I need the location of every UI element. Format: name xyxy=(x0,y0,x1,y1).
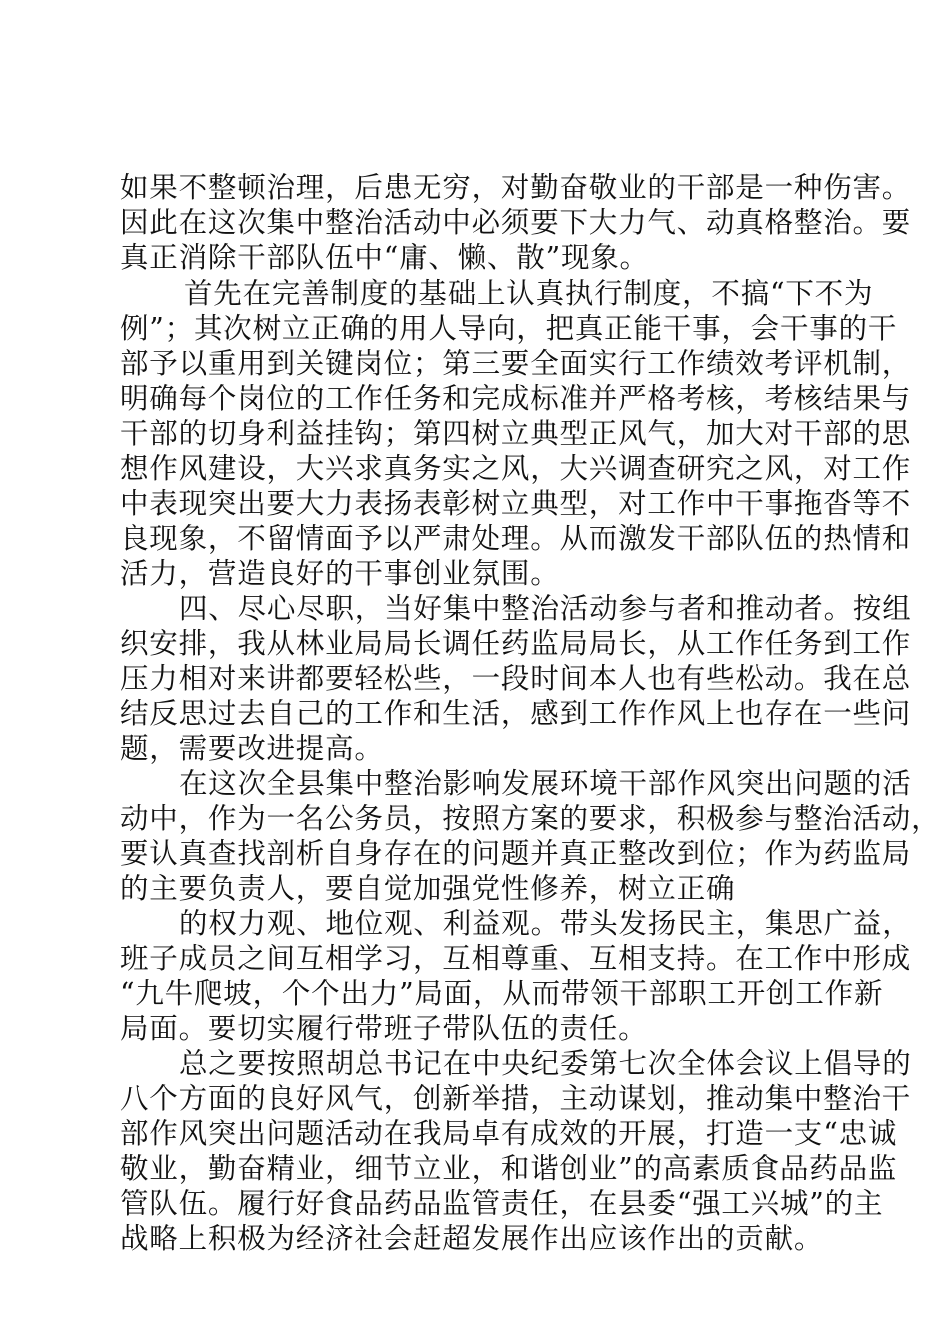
paragraph-first-line: 总之要按照胡总书记在中央纪委第七次全体会议上倡导的 xyxy=(179,1047,912,1080)
body-text-line: 例”；其次树立正确的用人导向，把真正能干事，会干事的干 xyxy=(120,312,898,345)
body-text-line: 的权力观、地位观、利益观。带头发扬民主，集思广益， xyxy=(179,907,912,940)
body-text-line: 干部的切身利益挂钩；第四树立典型正风气，加大对干部的思 xyxy=(120,417,912,450)
paragraph-first-line: 在这次全县集中整治影响发展环境干部作风突出问题的活 xyxy=(179,767,912,800)
body-text-line: 想作风建设，大兴求真务实之风，大兴调查研究之风，对工作 xyxy=(120,452,912,485)
body-text-line: 如果不整顿治理，后患无穷，对勤奋敬业的干部是一种伤害。 xyxy=(120,171,912,204)
body-text-line: 真正消除干部队伍中“庸、懒、散”现象。 xyxy=(120,241,649,274)
body-text-line: 结反思过去自己的工作和生活，感到工作作风上也存在一些问 xyxy=(120,697,912,730)
body-text-line: 动中，作为一名公务员，按照方案的要求，积极参与整治活动， xyxy=(120,802,941,835)
paragraph-first-line: 四、尽心尽职，当好集中整治活动参与者和推动者。按组 xyxy=(179,592,912,625)
body-text-line: 部作风突出问题活动在我局卓有成效的开展，打造一支“忠诚 xyxy=(120,1117,898,1150)
body-text-line: 因此在这次集中整治活动中必须要下大力气、动真格整治。要 xyxy=(120,206,912,239)
body-text-line: 八个方面的良好风气，创新举措，主动谋划，推动集中整治干 xyxy=(120,1082,912,1115)
body-text-line: 压力相对来讲都要轻松些，一段时间本人也有些松动。我在总 xyxy=(120,662,912,695)
body-text-line: 管队伍。履行好食品药品监管责任，在县委“强工兴城”的主 xyxy=(120,1187,884,1220)
body-text-line: 明确每个岗位的工作任务和完成标准并严格考核，考核结果与 xyxy=(120,382,912,415)
body-text-line: “九牛爬坡，个个出力”局面，从而带领干部职工开创工作新 xyxy=(120,977,884,1010)
body-text-line: 部予以重用到关键岗位；第三要全面实行工作绩效考评机制， xyxy=(120,347,912,380)
paragraph-first-line: 首先在完善制度的基础上认真执行制度，不搞“下不为 xyxy=(184,277,874,310)
body-text-line: 中表现突出要大力表扬表彰树立典型，对工作中干事拖沓等不 xyxy=(120,487,912,520)
body-text-line: 敬业，勤奋精业，细节立业，和谐创业”的高素质食品药品监 xyxy=(120,1152,898,1185)
body-text-line: 的主要负责人，要自觉加强党性修养，树立正确 xyxy=(120,872,736,905)
body-text-line: 要认真查找剖析自身存在的问题并真正整改到位；作为药监局 xyxy=(120,837,912,870)
body-text-line: 题，需要改进提高。 xyxy=(120,732,384,765)
body-text-line: 战略上积极为经济社会赶超发展作出应该作出的贡献。 xyxy=(120,1222,824,1255)
body-text-line: 活力，营造良好的干事创业氛围。 xyxy=(120,557,560,590)
body-text-line: 班子成员之间互相学习，互相尊重、互相支持。在工作中形成 xyxy=(120,942,912,975)
body-text-line: 良现象，不留情面予以严肃处理。从而激发干部队伍的热情和 xyxy=(120,522,912,555)
body-text-line: 局面。要切实履行带班子带队伍的责任。 xyxy=(120,1012,648,1045)
body-text-line: 织安排，我从林业局局长调任药监局局长，从工作任务到工作 xyxy=(120,627,912,660)
